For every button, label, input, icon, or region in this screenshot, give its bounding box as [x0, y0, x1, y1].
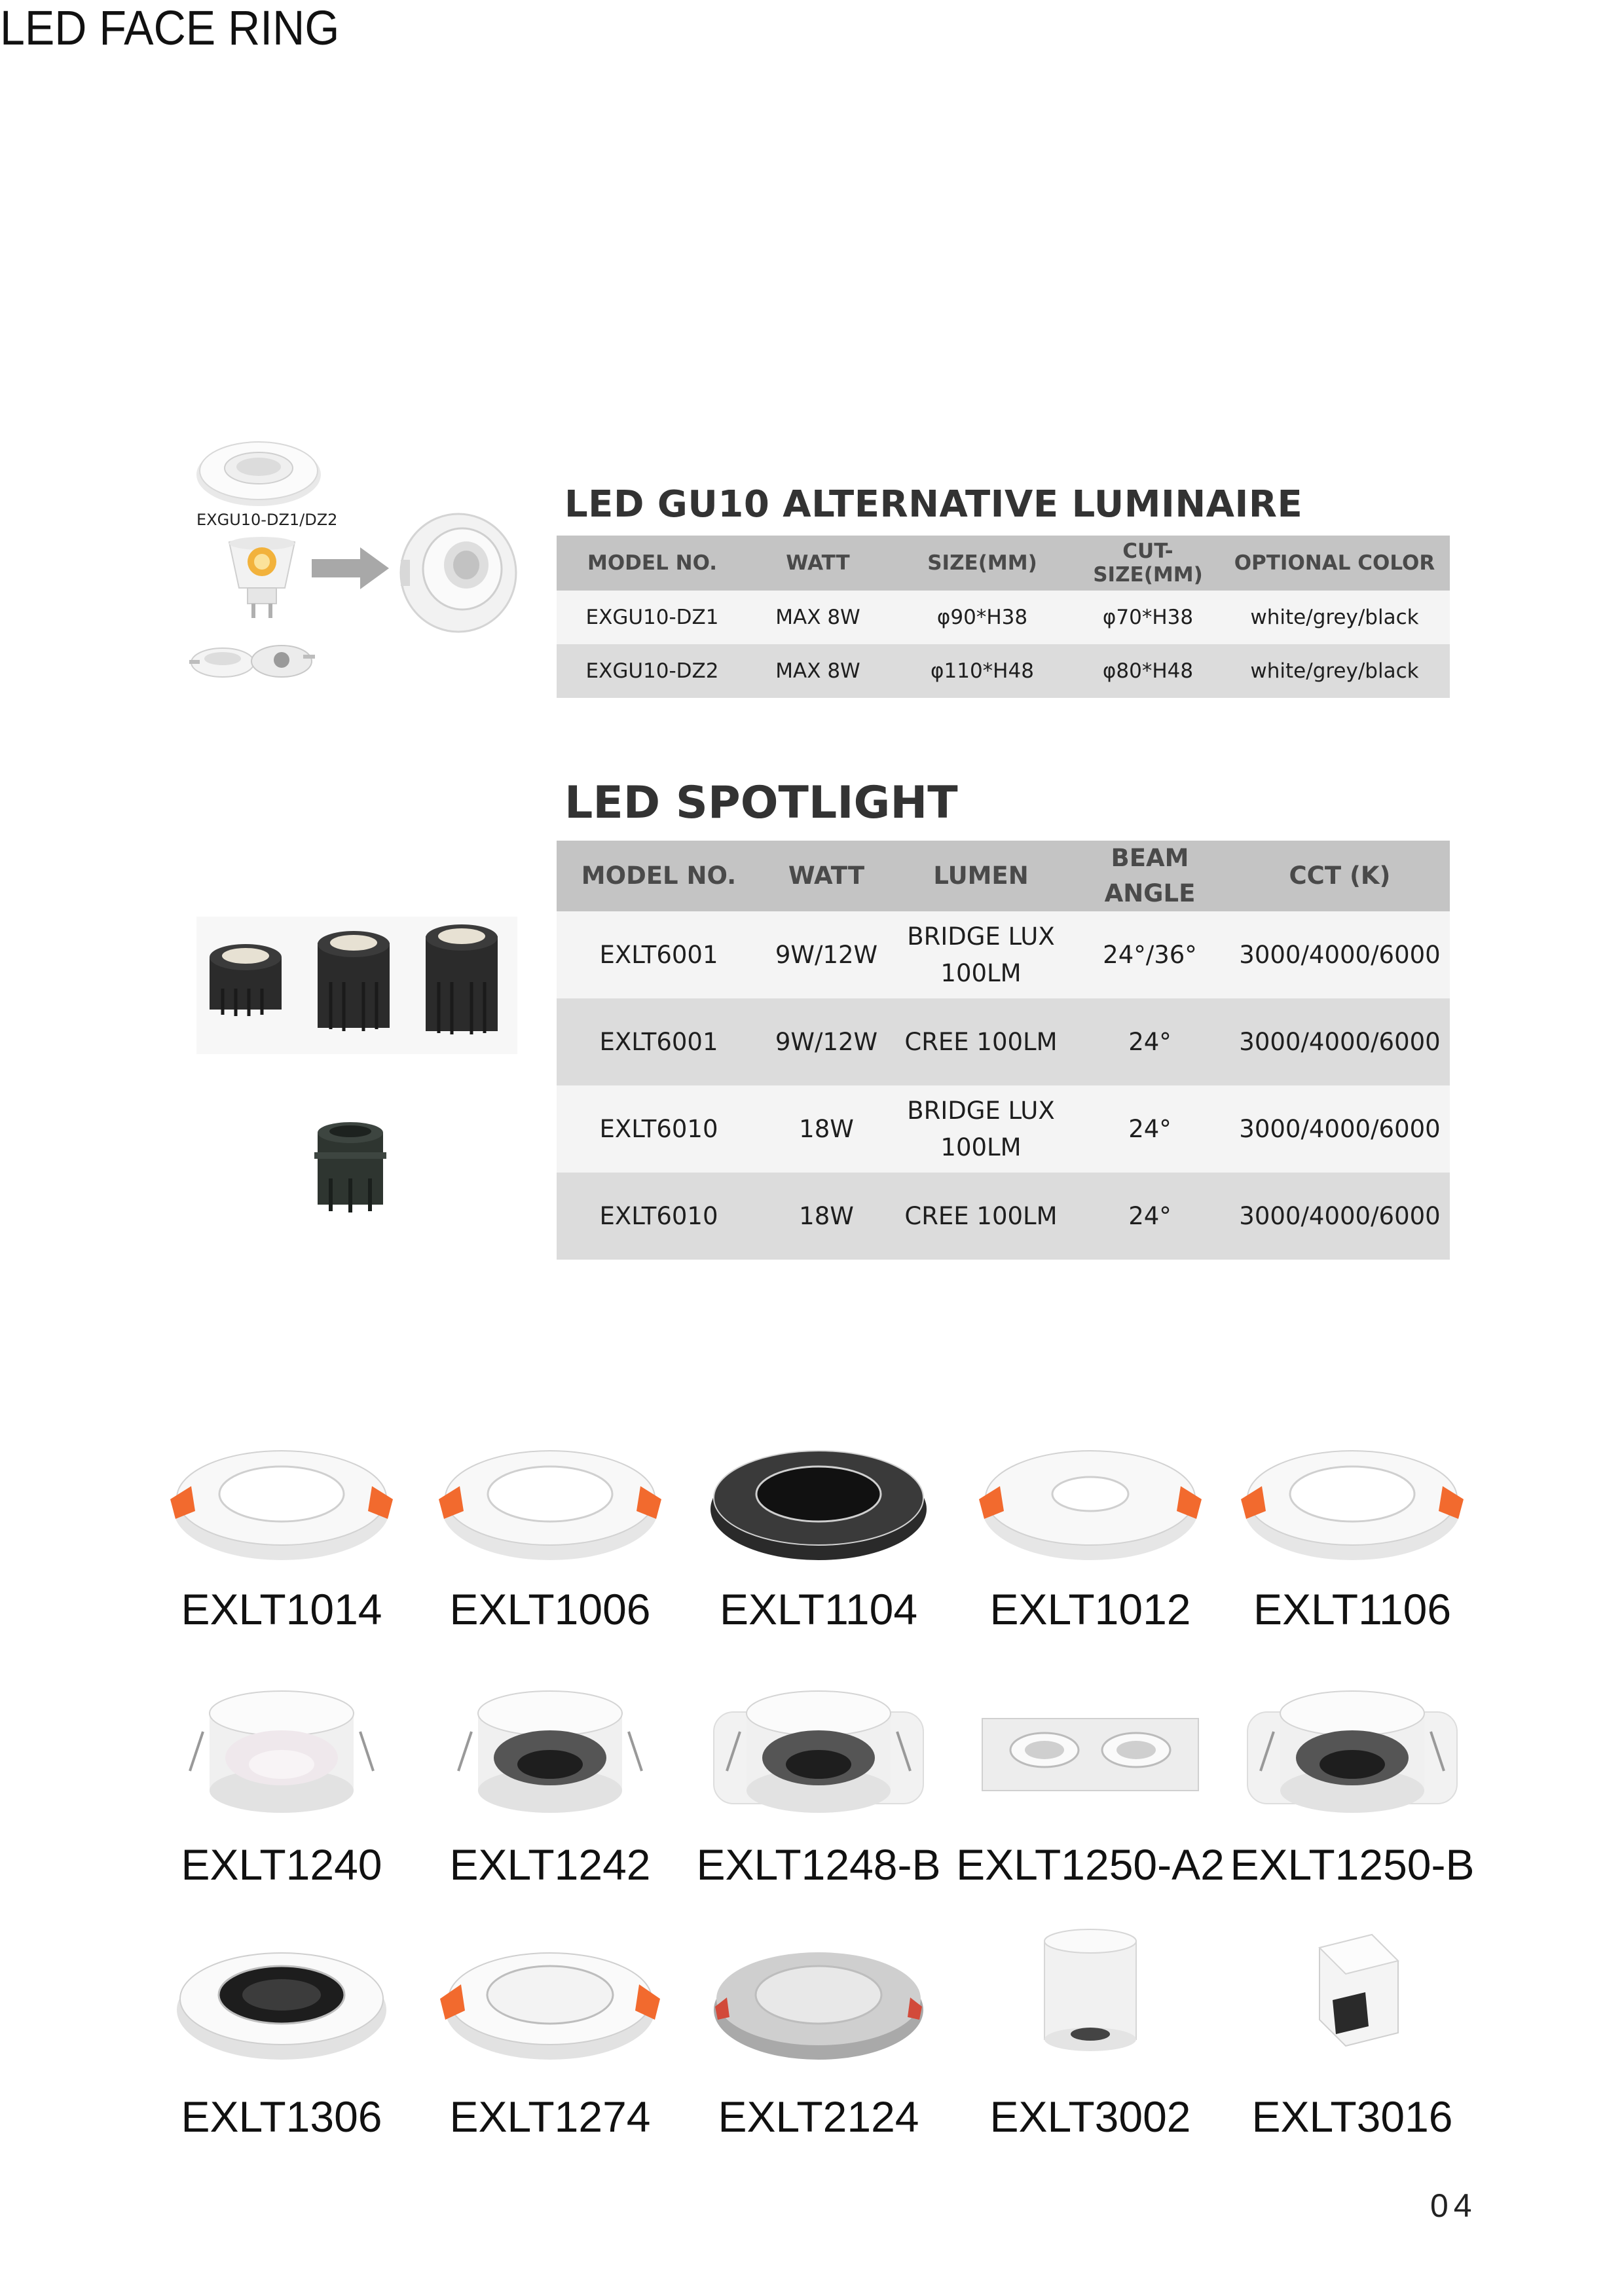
header-cut-size: CUT-SIZE(MM) [1077, 536, 1219, 591]
header-size: SIZE(MM) [888, 536, 1077, 591]
gu10-parts-image [187, 635, 318, 687]
gu10-spec-table [557, 536, 1450, 698]
face-ring-image [432, 1673, 668, 1830]
face-ring-illustration [164, 1922, 399, 2079]
cell-model: EXLT6001 [557, 998, 761, 1085]
cell-watt: MAX 8W [748, 644, 888, 698]
cell-beam: 24° [1070, 1085, 1230, 1173]
face-ring-image [701, 1922, 936, 2079]
face-ring-illustration [432, 1421, 668, 1578]
face-ring-image [1234, 1421, 1470, 1578]
cell-size: φ110*H48 [888, 644, 1077, 698]
cell-size: φ90*H38 [888, 591, 1077, 644]
face-ring-model-label: EXLT3002 [989, 2092, 1191, 2141]
header-beam-angle [1070, 841, 1230, 911]
page-number: 04 [1430, 2187, 1477, 2224]
face-ring-illustration [1234, 1922, 1470, 2079]
face-ring-illustration [1234, 1421, 1470, 1578]
lumen-text: BRIDGE LUX 100LM [907, 1096, 1055, 1161]
cell-lumen [892, 911, 1070, 998]
face-ring-image [972, 1421, 1208, 1578]
spotlight-spec-table [557, 841, 1450, 1260]
table-row [557, 1173, 1450, 1260]
face-ring-illustration [1234, 1673, 1470, 1830]
table-row [557, 591, 1450, 644]
cell-cct: 3000/4000/6000 [1230, 1173, 1450, 1260]
face-ring-image [1234, 1673, 1470, 1830]
cell-lumen: CREE 100LM [892, 998, 1070, 1085]
header-watt: WATT [761, 841, 892, 911]
cell-beam: 24° [1070, 998, 1230, 1085]
face-ring-model-label: EXLT1014 [181, 1585, 382, 1633]
cell-model: EXGU10-DZ2 [557, 644, 748, 698]
cell-watt: MAX 8W [748, 591, 888, 644]
cell-lumen: CREE 100LM [892, 1173, 1070, 1260]
face-ring-model-label: EXLT1250-A2 [956, 1840, 1225, 1889]
face-ring-model-label: EXLT2124 [718, 2092, 919, 2141]
cell-color: white/grey/black [1219, 644, 1450, 698]
face-ring-image [972, 1922, 1208, 2079]
face-ring-image [701, 1421, 936, 1578]
header-model-no: MODEL NO. [557, 841, 761, 911]
face-ring-illustration [432, 1922, 668, 2079]
lumen-text: BRIDGE LUX 100LM [907, 922, 1055, 987]
cell-cut-size: φ70*H38 [1077, 591, 1219, 644]
cell-watt: 9W/12W [761, 911, 892, 998]
cell-color: white/grey/black [1219, 591, 1450, 644]
table-row [557, 1085, 1450, 1173]
face-ring-model-label: EXLT1240 [181, 1840, 382, 1889]
face-ring-model-label: EXLT1306 [181, 2092, 382, 2141]
gu10-image-caption: EXGU10-DZ1/DZ2 [196, 511, 338, 529]
gu10-ring-image [190, 429, 327, 511]
cell-beam: 24°/36° [1070, 911, 1230, 998]
table-row [557, 998, 1450, 1085]
header-model-no: MODEL NO. [557, 536, 748, 591]
table-header-row [557, 536, 1450, 591]
gu10-section-title: LED GU10 ALTERNATIVE LUMINAIRE [564, 483, 1303, 526]
face-ring-image [1234, 1922, 1470, 2079]
face-ring-illustration [701, 1673, 936, 1830]
face-ring-illustration [972, 1673, 1208, 1830]
cell-cut-size: φ80*H48 [1077, 644, 1219, 698]
face-ring-image [432, 1922, 668, 2079]
cell-model: EXGU10-DZ1 [557, 591, 748, 644]
face-ring-model-label: EXLT1106 [1253, 1585, 1452, 1633]
arrow-icon [308, 542, 393, 594]
gu10-luminaire-image [393, 501, 524, 638]
cell-beam: 24° [1070, 1173, 1230, 1260]
cell-watt: 9W/12W [761, 998, 892, 1085]
face-ring-model-label: EXLT1104 [719, 1585, 918, 1633]
beam-angle-label: BEAM ANGLE [1104, 844, 1196, 907]
face-ring-illustration [432, 1673, 668, 1830]
face-ring-image [972, 1673, 1208, 1830]
header-cct: CCT (K) [1230, 841, 1450, 911]
header-optional-color: OPTIONAL COLOR [1219, 536, 1450, 591]
cell-cct: 3000/4000/6000 [1230, 1085, 1450, 1173]
cell-watt: 18W [761, 1085, 892, 1173]
face-ring-model-label: EXLT1006 [449, 1585, 651, 1633]
spotlight-modules-image [196, 917, 517, 1054]
face-ring-illustration [972, 1421, 1208, 1578]
gu10-bulb-image [223, 536, 301, 627]
spotlight-section-title: LED SPOTLIGHT [564, 777, 958, 829]
face-ring-model-label: EXLT1274 [449, 2092, 651, 2141]
face-ring-illustration [701, 1421, 936, 1578]
face-ring-image [164, 1421, 399, 1578]
cell-model: EXLT6010 [557, 1085, 761, 1173]
header-watt: WATT [748, 536, 888, 591]
cell-model: EXLT6001 [557, 911, 761, 998]
cell-lumen [892, 1085, 1070, 1173]
header-lumen: LUMEN [892, 841, 1070, 911]
face-ring-illustration [972, 1922, 1208, 2079]
face-ring-illustration [164, 1421, 399, 1578]
cell-watt: 18W [761, 1173, 892, 1260]
face-ring-illustration [164, 1673, 399, 1830]
table-row [557, 911, 1450, 998]
face-ring-image [432, 1421, 668, 1578]
table-header-row [557, 841, 1450, 911]
cell-cct: 3000/4000/6000 [1230, 911, 1450, 998]
face-ring-illustration [701, 1922, 936, 2079]
face-ring-section-title: LED FACE RING [0, 1, 340, 55]
face-ring-image [701, 1673, 936, 1830]
face-ring-model-label: EXLT3016 [1251, 2092, 1453, 2141]
face-ring-image [164, 1673, 399, 1830]
cell-cct: 3000/4000/6000 [1230, 998, 1450, 1085]
spotlight-holder-image [308, 1113, 393, 1218]
cell-model: EXLT6010 [557, 1173, 761, 1260]
face-ring-image [164, 1922, 399, 2079]
face-ring-model-label: EXLT1250-B [1230, 1840, 1475, 1889]
face-ring-model-label: EXLT1248-B [696, 1840, 941, 1889]
face-ring-model-label: EXLT1012 [989, 1585, 1191, 1633]
table-row [557, 644, 1450, 698]
face-ring-model-label: EXLT1242 [449, 1840, 651, 1889]
